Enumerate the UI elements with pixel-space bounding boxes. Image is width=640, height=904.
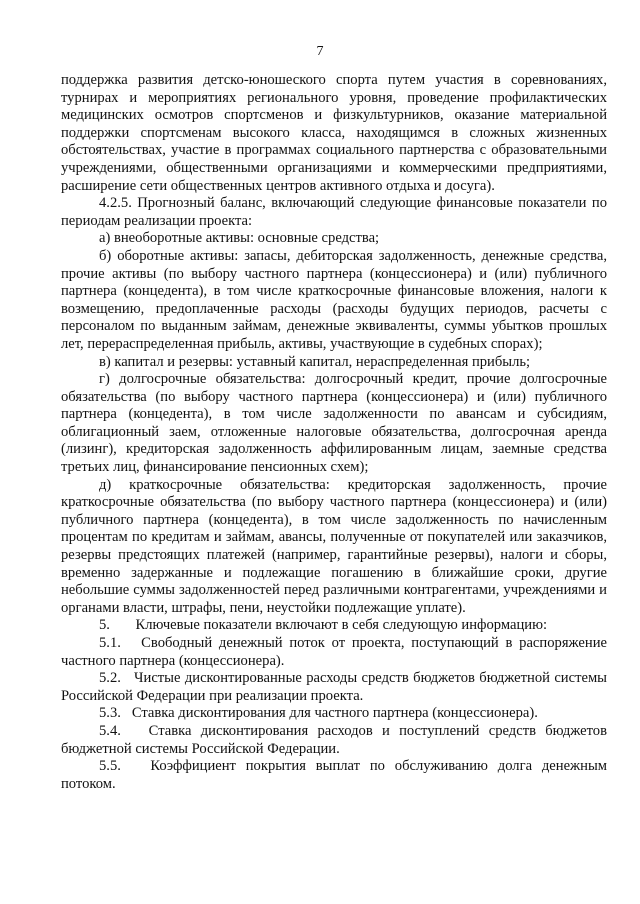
paragraph-5-key-indicators: 5. Ключевые показатели включают в себя следующую информацию: [99, 617, 548, 634]
paragraph-5-4-discount-rate-budget: 5.4. Ставка дисконтирования расходов и поступлений средств бюджетов бюджетной системы Российской Федерации. [61, 722, 607, 757]
paragraph-capital-reserves: в) капитал и резервы: уставный капитал, нераспределенная прибыль; [99, 353, 531, 370]
paragraph-current-assets: б) оборотные активы: запасы, дебиторская задолженность, денежные средства, прочие активы (по выбору частного партнера (концессионера) и (или) публичного партнера (концедента), в том числе краткосрочные финансовые вложения, налоги к возмещению, предоплаченные расходы (расходы будущих периодов, расчеты с персоналом по выданным займам, денежные эквиваленты, суммы убытков прошлых лет, перераспределенная прибыль, активы, участвующие в судебных спорах); [61, 247, 607, 352]
paragraph-4-2-5-forecast-balance: 4.2.5. Прогнозный баланс, включающий следующие финансовые показатели по периодам реализации проекта: [61, 195, 607, 229]
paragraph-short-term-liabilities: д) краткосрочные обязательства: кредиторская задолженность, прочие краткосрочные обязательства (по выбору частного партнера (концессионера) и (или) публичного партнера (концедента), в том числе задолженность по начисленным процентам по кредитам и займам, авансы, полученные от покупателей или заказчиков, резервы предстоящих платежей (например, гарантийные резервы), налоги и сборы, временно задержанные и подлежащие погашению в ближайшие сроки, другие небольшие суммы задолженностей перед различными контрагентами, учреждениями и органами власти, штрафы, пени, неустойки подлежащие уплате). [61, 476, 607, 616]
paragraph-noncurrent-assets: а) внеоборотные активы: основные средства; [99, 230, 380, 247]
paragraph-5-2-net-discounted-expenses: 5.2. Чистые дисконтированные расходы средств бюджетов бюджетной системы Российской Федерации при реализации проекта. [61, 670, 607, 704]
document-body [61, 72, 607, 793]
paragraph-5-3-discount-rate-private: 5.3. Ставка дисконтирования для частного партнера (концессионера). [99, 705, 538, 722]
page-number: 7 [316, 44, 324, 59]
paragraph-sport-support: поддержка развития детско-юношеского спорта путем участия в соревнованиях, турнирах и мероприятиях регионального уровня, проведение профилактических медицинских осмотров спортсменов и физкультурников, оказание материальной поддержки спортсменам высокого класса, находящимся в сложных жизненных обстоятельствах, участие в программах социального партнерства с образовательными учреждениями, общественными организациями и коммерческими предприятиями, расширение сети общественных центров активного отдыха и досуга). [61, 72, 607, 194]
paragraph-5-1-free-cash-flow: 5.1. Свободный денежный поток от проекта, поступающий в распоряжение частного партнера (концессионера). [61, 635, 607, 669]
paragraph-5-5-debt-coverage-ratio: 5.5. Коэффициент покрытия выплат по обслуживанию долга денежным потоком. [61, 758, 607, 792]
paragraph-long-term-liabilities: г) долгосрочные обязательства: долгосрочный кредит, прочие долгосрочные обязательства (по выбору частного партнера (концессионера) и (или) публичного партнера (концедента), в том числе задолженности по авансам и субсидиям, облигационный заем, отложенные налоговые обязательства, долгосрочная аренда (лизинг), кредиторская задолженность аффилированным лицам, заемные средства третьих лиц, финансирование пенсионных схем); [61, 371, 607, 476]
